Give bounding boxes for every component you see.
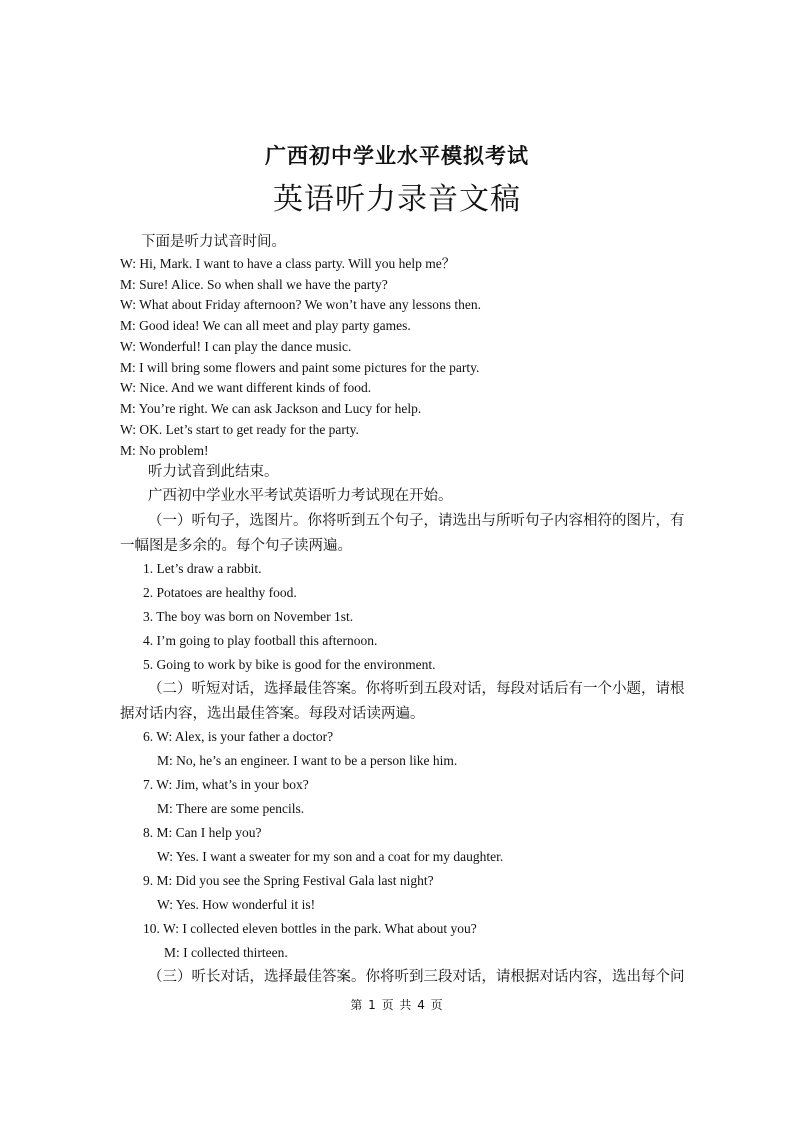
dialogue-line: M: No problem! <box>120 443 209 458</box>
section2-instruction-cont: 据对话内容，选出最佳答案。每段对话读两遍。 <box>120 706 425 722</box>
document-title: 英语听力录音文稿 <box>273 183 521 216</box>
answer-line: M: No, he’s an engineer. I want to be a person like him. <box>157 753 458 768</box>
question-item: 3. The boy was born on November 1st. <box>143 609 354 624</box>
intro-line: 下面是听力试音时间。 <box>141 234 286 250</box>
question-item: 9. M: Did you see the Spring Festival Gala last night? <box>143 873 434 888</box>
question-item: 1. Let’s draw a rabbit. <box>143 561 262 576</box>
dialogue-line: M: You’re right. We can ask Jackson and Lucy for help. <box>120 401 422 416</box>
dialogue-line: M: I will bring some flowers and paint some pictures for the party. <box>120 360 480 375</box>
dialogue-line: M: Sure! Alice. So when shall we have the party? <box>120 277 388 292</box>
dialogue-line: W: Hi, Mark. I want to have a class party. Will you help me？ <box>120 256 456 271</box>
answer-line: W: Yes. I want a sweater for my son and a coat for my daughter. <box>157 849 504 864</box>
question-item: 8. M: Can I help you? <box>143 825 262 840</box>
answer-line: M: There are some pencils. <box>157 801 305 816</box>
question-item: 7. W: Jim, what’s in your box? <box>143 777 309 792</box>
answer-line: M: I collected thirteen. <box>164 945 288 960</box>
dialogue-line: W: OK. Let’s start to get ready for the party. <box>120 422 359 437</box>
answer-line: W: Yes. How wonderful it is! <box>157 897 316 912</box>
dialogue-line: M: Good idea! We can all meet and play party games. <box>120 318 411 333</box>
exam-title: 广西初中学业水平模拟考试 <box>265 144 529 168</box>
question-item: 6. W: Alex, is your father a doctor? <box>143 729 334 744</box>
page-footer: 第 1 页 共 4 页 <box>350 998 444 1012</box>
section3-instruction: （三）听长对话，选择最佳答案。你将听到三段对话，请根据对话内容，选出每个问 <box>148 969 685 985</box>
dialogue-line: W: What about Friday afternoon? We won’t have any lessons then. <box>120 297 481 312</box>
question-item: 5. Going to work by bike is good for the environment. <box>143 657 436 672</box>
question-item: 2. Potatoes are healthy food. <box>143 585 297 600</box>
question-item: 10. W: I collected eleven bottles in the park. What about you? <box>143 921 477 936</box>
trial-end-line: 听力试音到此结束。 <box>148 464 279 480</box>
dialogue-line: W: Nice. And we want different kinds of food. <box>120 380 372 395</box>
exam-start-line: 广西初中学业水平考试英语听力考试现在开始。 <box>148 488 453 504</box>
dialogue-line: W: Wonderful! I can play the dance music. <box>120 339 352 354</box>
section1-instruction: （一）听句子，选图片。你将听到五个句子，请选出与所听句子内容相符的图片，有 <box>148 513 685 529</box>
question-item: 4. I’m going to play football this afternoon. <box>143 633 378 648</box>
section1-instruction-cont: 一幅图是多余的。每个句子读两遍。 <box>120 538 352 554</box>
section2-instruction: （二）听短对话，选择最佳答案。你将听到五段对话，每段对话后有一个小题，请根 <box>148 681 685 697</box>
